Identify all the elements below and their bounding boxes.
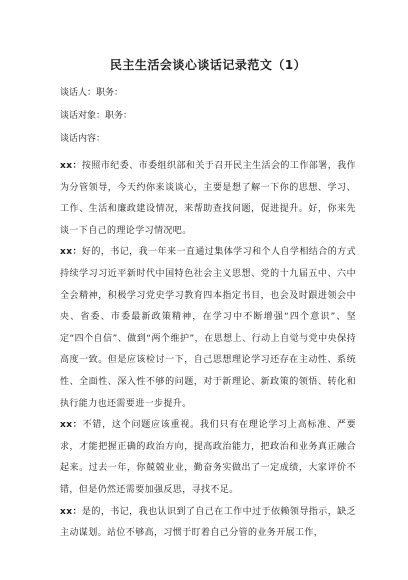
speaker-label: xx： (60, 247, 82, 258)
document-title: 民主生活会谈心谈话记录范文（1） (109, 58, 307, 72)
speaker-label: xx： (60, 420, 83, 431)
speaker-label: xx： (60, 506, 82, 517)
document-body (60, 156, 356, 545)
content-field: 谈话内容： (60, 134, 106, 144)
paragraph-text: 是的，书记，我也认识到了自己在工作中过于依赖领导指示，缺乏主动谋划。站位不够高，习惯于盯着自己分管的业务开展工作， (60, 506, 356, 539)
paragraph (60, 502, 356, 545)
paragraph (60, 156, 356, 242)
paragraph-text: 好的，书记，我一年来一直通过集体学习和个人自学相结合的方式持续学习习近平新时代中国特色社会主义思想、党的十九届五中、六中全会精神，积极学习党史学习教育四本指定书目，也会及时跟进领会中央、省委、市委最新政策精神，在学习中不断增强“四个意识”、坚定“四个自信”、做到“两个维护”，在思想上、行动上自觉与党中央保持高度一致。但是应该检讨一下，自己思想理论学习还存在主动性、系统性、全面性、深入性不够的问题，对于新理论、新政策的领悟、转化和执行能力也还需要进一步提升。 (60, 247, 356, 409)
speaker-label: xx： (60, 161, 82, 171)
paragraph (60, 415, 356, 501)
paragraph-text: 按照市纪委、市委组织部和关于召开民主生活会的工作部署，我作为分管领导，今天约你来谈谈心，主要是想了解一下你的思想、学习、工作、生活和廉政建设情况，来帮助查找问题，促进提升。好，你来先谈一下自己的理论学习情况吧。 (60, 161, 356, 236)
target-field: 谈话对象：职务： (60, 111, 133, 121)
talker-field: 谈话人：职务： (60, 88, 124, 98)
paragraph (60, 242, 356, 415)
meta-fields (60, 87, 356, 145)
paragraph-text: 不错，这个问题应该重视。我们只有在理论学习上高标准、严要求，才能把握正确的政治方向，提高政治能力，把政治和业务真正融合起来。过去一年，你兢兢业业，勤奋务实做出了一定成绩，大家评价不错，但是仍然还需要加强反思，寻找不足。 (60, 420, 357, 495)
